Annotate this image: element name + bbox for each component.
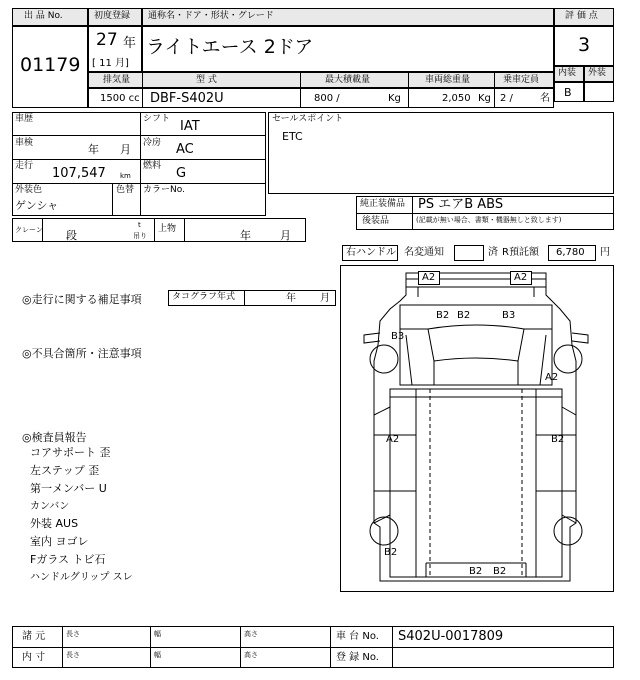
damage-mark: A2 [422, 272, 436, 283]
name-change-box [454, 245, 484, 261]
name-change-label: 名変通知 [404, 247, 444, 258]
specs-label-row [88, 72, 554, 88]
vehicle-diagram [340, 265, 614, 592]
inspector-line: ハンドルグリップ スレ [30, 572, 133, 583]
interior-label: 内装 [558, 68, 577, 78]
inspector-line: コアサポート 歪 [30, 446, 111, 459]
registration-label: 登 録 No. [336, 652, 379, 663]
crane-tsuri: 吊り [133, 232, 147, 240]
score: 3 [578, 34, 591, 56]
damage-mark: B3 [502, 310, 516, 321]
shift-value: IAT [180, 119, 200, 134]
recycle-label: R預託額 [502, 247, 539, 258]
damage-mark: B2 [457, 310, 471, 321]
mileage: 107,547 [52, 166, 106, 181]
width-label: 幅 [154, 651, 161, 659]
height-label: 高さ [244, 630, 258, 638]
max-load-unit: Kg [388, 93, 401, 104]
exterior-grade-cell [584, 82, 614, 102]
height-label: 高さ [244, 651, 258, 659]
crane-label: クレーン [15, 226, 43, 234]
inspection-label: 車検 [15, 138, 34, 148]
color-no-label: カラーNo. [143, 185, 185, 195]
equipment-label: 純正装備品 [360, 199, 406, 209]
sales-point-value: ETC [282, 130, 303, 143]
inspection-month: 月 [120, 143, 131, 156]
max-load: 800 / [314, 93, 340, 104]
sales-point-label: セールスポイント [272, 114, 344, 124]
deck-label: 上物 [158, 224, 177, 234]
vehicle-name: ライトエース 2ドア [146, 36, 314, 58]
dims-label: 諸 元 [22, 631, 46, 642]
driving-notes-label: ◎走行に関する補足事項 [22, 293, 142, 306]
inspector-line: 室内 ヨゴレ [30, 535, 89, 548]
tacho-year: 年 [286, 293, 296, 304]
damage-mark: A2 [386, 434, 400, 445]
gross-weight: 2,050 [442, 93, 471, 104]
damage-mark: A2 [514, 272, 528, 283]
length-label: 長さ [66, 630, 80, 638]
fuel-value: G [176, 166, 187, 181]
aftermarket-label: 後装品 [362, 216, 390, 226]
inspection-year: 年 [88, 143, 99, 156]
displacement: 1500 cc [100, 93, 140, 104]
inspector-line: カンバン [30, 501, 70, 512]
damage-mark: A2 [545, 372, 559, 383]
fuel-label: 燃料 [143, 161, 162, 171]
steering: 右ハンドル [346, 247, 396, 258]
ac-value: AC [176, 142, 194, 157]
defects-label: ◎不具合箇所・注意事項 [22, 347, 142, 360]
width-label: 幅 [154, 630, 161, 638]
front-right-wheel [554, 345, 582, 373]
inner-dims-label: 内 寸 [22, 652, 46, 663]
capacity-unit: 名 [540, 93, 550, 104]
color-change-label: 色替 [116, 185, 135, 195]
damage-mark: B2 [436, 310, 450, 321]
windshield [428, 325, 524, 361]
model: DBF-S402U [150, 91, 224, 106]
cab [400, 305, 552, 385]
equipment-value: PS エアB ABS [418, 197, 504, 212]
recycle-value: 6,780 [556, 247, 585, 258]
rear-left-wheel [370, 517, 398, 545]
damage-mark: B3 [391, 331, 405, 342]
chassis-no: S402U-0017809 [398, 629, 504, 644]
inspector-report-label: ◎検査員報告 [22, 431, 87, 444]
mileage-unit: km [120, 172, 131, 180]
max-load-label: 最大積載量 [325, 75, 371, 85]
crane-t: t [138, 221, 141, 229]
inspector-line: Fガラス トビ石 [30, 553, 106, 566]
rear-right-wheel [554, 517, 582, 545]
first-reg-label: 初度登録 [94, 11, 131, 21]
shift-label: シフト [143, 114, 171, 124]
inspector-line: 左ステップ 歪 [30, 464, 100, 477]
ac-label: 冷房 [143, 138, 162, 148]
mileage-label: 走行 [15, 161, 34, 171]
gross-weight-unit: Kg [478, 93, 491, 104]
chassis-label: 車 台 No. [336, 631, 379, 642]
recycle-unit: 円 [600, 247, 610, 258]
model-label: 型 式 [196, 75, 217, 85]
ext-color-label: 外装色 [15, 185, 43, 195]
lot-no-label: 出 品 No. [24, 11, 63, 21]
damage-mark: B2 [469, 566, 483, 577]
first-reg-month: [ 11 月] [92, 58, 129, 69]
displacement-label: 排気量 [103, 75, 131, 85]
deck-year: 年 [240, 229, 251, 242]
name-label: 通称名・ドア・形状・グレード [148, 11, 274, 21]
exterior-label: 外装 [588, 68, 607, 78]
interior-grade: B [564, 86, 572, 99]
zero-label: 済 [488, 247, 498, 258]
tacho-month: 月 [320, 293, 330, 304]
capacity: 2 / [500, 93, 513, 104]
year-unit: 年 [123, 36, 137, 51]
score-label: 評 価 点 [565, 11, 598, 21]
ext-color: ゲンシャ [15, 199, 59, 212]
gross-weight-label: 車両総重量 [425, 75, 471, 85]
first-reg-year: 27 [96, 30, 118, 50]
aftermarket-note: (記載が無い場合、書類・機器無しと致します) [416, 216, 562, 224]
length-label: 長さ [66, 651, 80, 659]
lot-no: 01179 [20, 54, 81, 76]
body-outline [374, 279, 576, 581]
damage-mark: B2 [551, 434, 565, 445]
damage-mark: B2 [493, 566, 507, 577]
crane-dan: 段 [66, 229, 77, 242]
inspector-line: 外装 AUS [30, 517, 79, 530]
deck-month: 月 [280, 229, 291, 242]
damage-mark: B2 [384, 547, 398, 558]
history-label: 車歴 [15, 114, 34, 124]
inspector-line: 第一メンバー U [30, 482, 107, 495]
tacho-label: タコグラフ年式 [172, 292, 236, 302]
capacity-label: 乗車定員 [503, 75, 540, 85]
